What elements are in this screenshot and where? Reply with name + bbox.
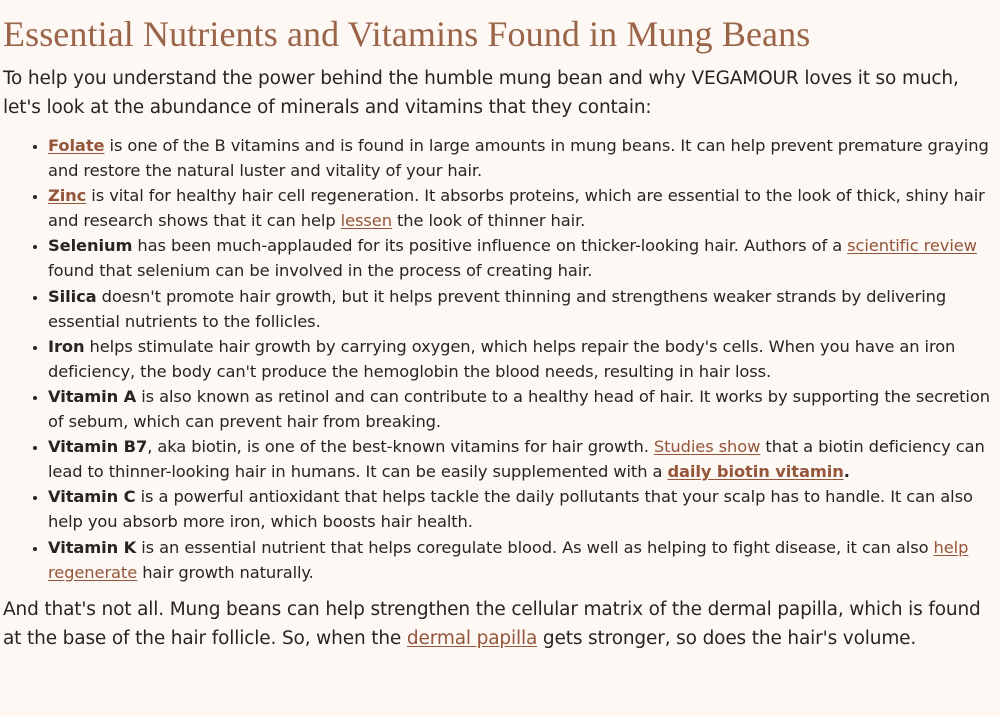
- folate-description: is one of the B vitamins and is found in large amounts in mung beans. It can help prevent premature graying and restore the natural luster and vitality of your hair.: [48, 136, 989, 181]
- selenium-term: Selenium: [48, 236, 133, 256]
- vitamin-c-term: Vitamin C: [48, 487, 136, 507]
- selenium-description-end: found that selenium can be involved in the process of creating hair.: [48, 261, 593, 281]
- help-regenerate-link[interactable]: help regenerate: [48, 537, 969, 582]
- section-heading: Essential Nutrients and Vitamins Found in Mung Beans: [3, 14, 811, 54]
- zinc-description: is vital for healthy hair cell regeneration. It absorbs proteins, which are essential to the look of thick, shiny hair and research shows that it can help: [48, 186, 985, 231]
- zinc-link[interactable]: Zinc: [48, 186, 87, 206]
- nutrient-list: [3, 133, 1000, 585]
- iron-term: Iron: [48, 336, 85, 356]
- silica-description: doesn't promote hair growth, but it helps prevent thinning and strengthens weaker strands by delivering essential nutrients to the follicles.: [48, 286, 947, 331]
- closing-paragraph: [3, 595, 1000, 653]
- list-item-folate: [48, 133, 1000, 183]
- vitamin-b7-period: .: [843, 462, 850, 482]
- list-item-vitamin-k: [48, 535, 1000, 585]
- vitamin-b7-term: Vitamin B7: [48, 437, 148, 457]
- list-item-vitamin-a: [48, 384, 1000, 434]
- list-item-vitamin-b7: [48, 434, 1000, 484]
- dermal-papilla-link[interactable]: dermal papilla: [406, 627, 538, 649]
- vitamin-k-description-end: hair growth naturally.: [137, 562, 314, 582]
- vitamin-a-description: is also known as retinol and can contribute to a healthy head of hair. It works by supporting the secretion of sebum, which can prevent hair from breaking.: [48, 386, 990, 432]
- zinc-description-end: the look of thinner hair.: [391, 211, 586, 231]
- vitamin-k-term: Vitamin K: [48, 537, 137, 557]
- closing-text-end: gets stronger, so does the hair's volume.: [537, 627, 917, 649]
- list-item-selenium: [48, 233, 1000, 283]
- selenium-description: has been much-applauded for its positive influence on thicker-looking hair. Authors of a: [132, 236, 848, 256]
- daily-biotin-vitamin-link[interactable]: daily biotin vitamin: [667, 462, 844, 482]
- lessen-link[interactable]: lessen: [340, 211, 392, 231]
- list-item-silica: [48, 284, 1000, 334]
- closing-text: And that's not all. Mung beans can help strengthen the cellular matrix of the dermal papilla, which is found at the base of the hair follicle. So, when the: [3, 598, 981, 649]
- list-item-zinc: [48, 183, 1000, 233]
- list-item-iron: [48, 334, 1000, 384]
- vitamin-b7-description: , aka biotin, is one of the best-known vitamins for hair growth.: [147, 437, 654, 457]
- vitamin-b7-description-mid: that a biotin deficiency can lead to thinner-looking hair in humans. It can be easily supplemented with a: [48, 437, 985, 482]
- folate-link[interactable]: Folate: [48, 136, 105, 155]
- list-item-vitamin-c: [48, 484, 1000, 534]
- scientific-review-link[interactable]: scientific review: [847, 236, 977, 256]
- silica-term: Silica: [48, 286, 97, 306]
- intro-paragraph: To help you understand the power behind the humble mung bean and why VEGAMOUR loves it so much, let's look at the abundance of minerals and vitamins that they contain:: [3, 68, 959, 118]
- vitamin-a-term: Vitamin A: [48, 386, 137, 406]
- iron-description: helps stimulate hair growth by carrying oxygen, which helps repair the body's cells. When you have an iron deficiency, the body can't produce the hemoglobin the blood needs, resulting in hair loss.: [48, 336, 956, 381]
- studies-show-link[interactable]: Studies show: [653, 437, 761, 457]
- vitamin-c-description: is a powerful antioxidant that helps tackle the daily pollutants that your scalp has to handle. It can also help you absorb more iron, which boosts hair health.: [48, 487, 973, 532]
- vitamin-k-description: is an essential nutrient that helps coregulate blood. As well as helping to fight disease, it can also: [136, 537, 934, 557]
